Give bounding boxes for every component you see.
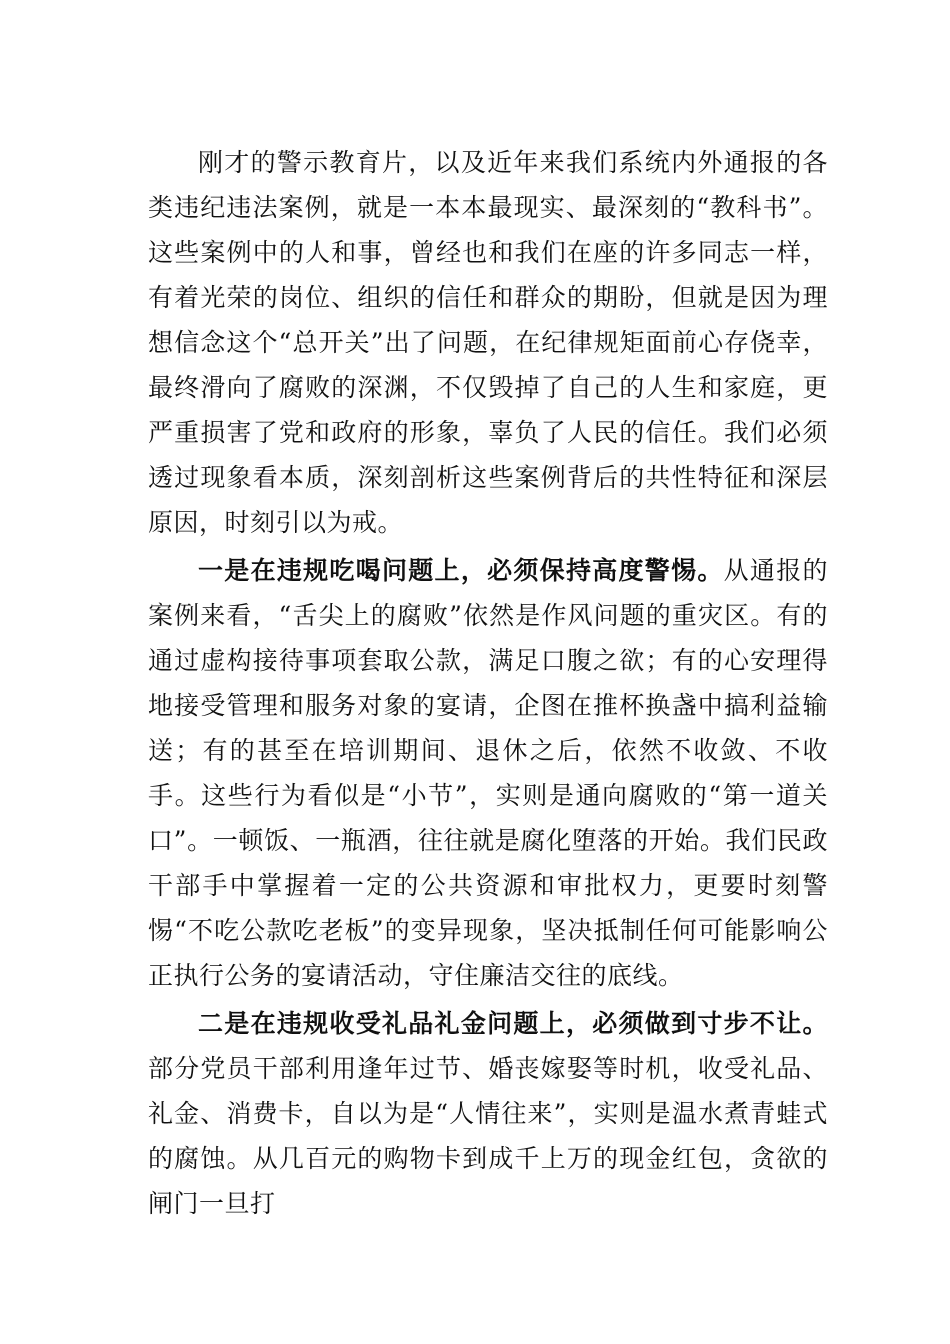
paragraph-intro — [148, 140, 828, 545]
paragraph-point-two — [148, 1001, 828, 1226]
paragraph-point-one-heading: 一是在违规吃喝问题上，必须保持高度警惕。 — [198, 556, 724, 585]
document-body — [148, 140, 828, 1229]
paragraph-point-one — [148, 548, 828, 998]
paragraph-point-two-heading: 二是在违规收受礼品礼金问题上，必须做到寸步不让。 — [198, 1009, 828, 1038]
paragraph-intro-text: 刚才的警示教育片，以及近年来我们系统内外通报的各类违纪违法案例，就是一本本最现实、最深刻的“教科书”。这些案例中的人和事，曾经也和我们在座的许多同志一样，有着光荣的岗位、组织的信任和群众的期盼，但就是因为理想信念这个“总开关”出了问题，在纪律规矩面前心存侥幸，最终滑向了腐败的深渊，不仅毁掉了自己的人生和家庭，更严重损害了党和政府的形象，辜负了人民的信任。我们必须透过现象看本质，深刻剖析这些案例背后的共性特征和深层原因，时刻引以为戒。 — [148, 148, 828, 537]
paragraph-point-one-text: 从通报的案例来看，“舌尖上的腐败”依然是作风问题的重灾区。有的通过虚构接待事项套取公款，满足口腹之欲；有的心安理得地接受管理和服务对象的宴请，企图在推杯换盏中搞利益输送；有的甚至在培训期间、退休之后，依然不收敛、不收手。这些行为看似是“小节”，实则是通向腐败的“第一道关口”。一顿饭、一瓶酒，往往就是腐化堕落的开始。我们民政干部手中掌握着一定的公共资源和审批权力，更要时刻警惕“不吃公款吃老板”的变异现象，坚决抵制任何可能影响公正执行公务的宴请活动，守住廉洁交往的底线。 — [148, 556, 828, 990]
paragraph-point-two-text: 部分党员干部利用逢年过节、婚丧嫁娶等时机，收受礼品、礼金、消费卡，自以为是“人情往来”，实则是温水煮青蛙式的腐蚀。从几百元的购物卡到成千上万的现金红包，贪欲的闸门一旦打 — [148, 1054, 828, 1218]
